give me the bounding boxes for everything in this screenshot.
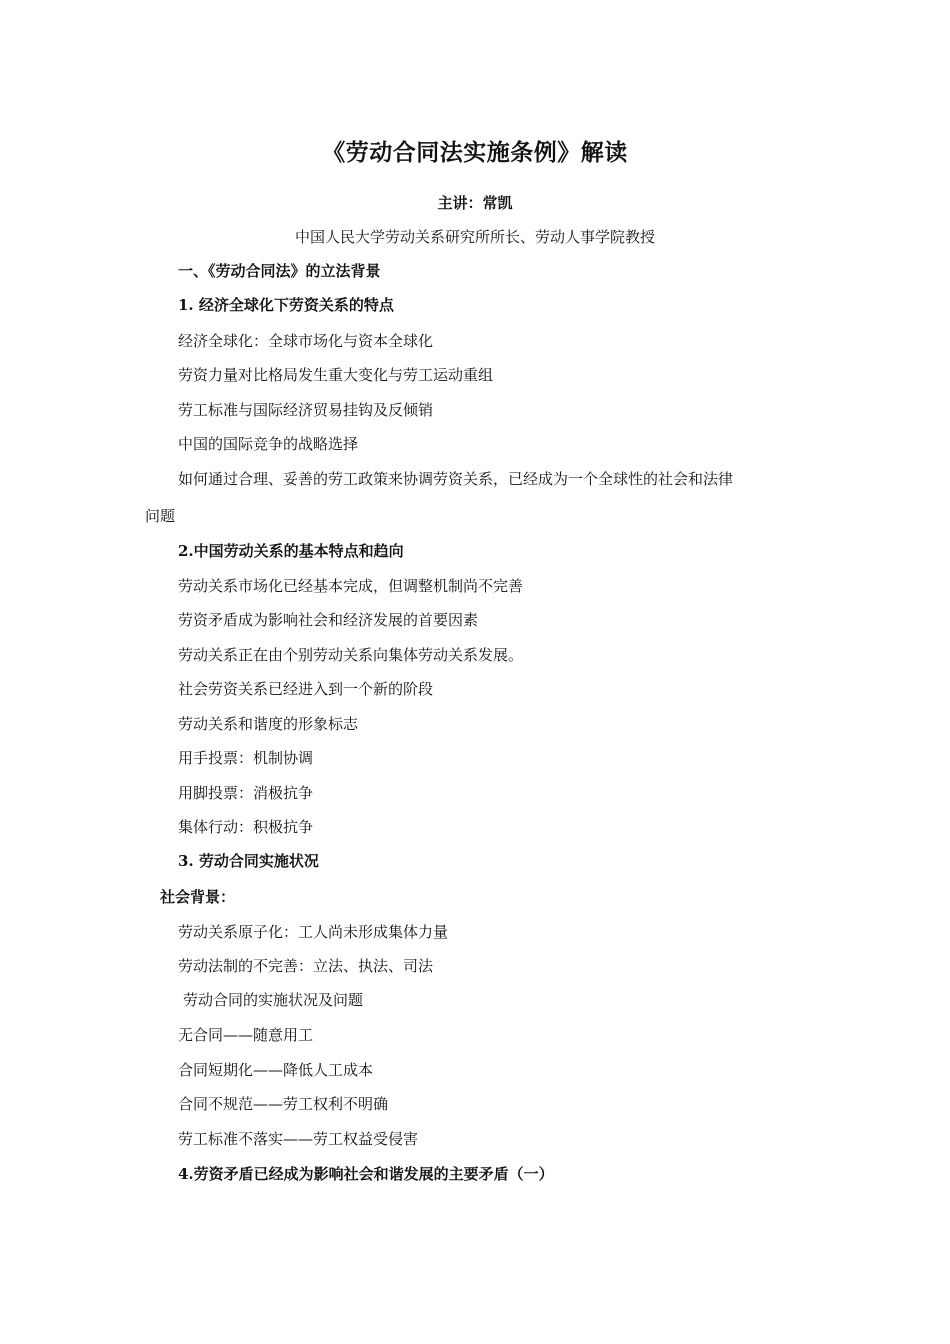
paragraph-line: 社会劳资关系已经进入到一个新的阶段 — [178, 680, 434, 698]
paragraph-line: 合同不规范——劳工权利不明确 — [178, 1095, 389, 1113]
speaker-line: 主讲：常凯 — [437, 194, 513, 212]
paragraph-line: 劳资矛盾成为影响社会和经济发展的首要因素 — [178, 611, 479, 629]
subsection-heading: 2.中国劳动关系的基本特点和趋向 — [178, 542, 404, 560]
paragraph-line: 中国的国际竞争的战略选择 — [178, 435, 359, 453]
paragraph-line: 如何通过合理、妥善的劳工政策来协调劳资关系，已经成为一个全球性的社会和法律 — [178, 470, 734, 488]
paragraph-line: 劳动关系原子化：工人尚未形成集体力量 — [178, 923, 449, 941]
paragraph-line: 合同短期化——降低人工成本 — [178, 1061, 374, 1079]
paragraph-line: 劳工标准与国际经济贸易挂钩及反倾销 — [178, 401, 434, 419]
paragraph-line: 用脚投票：消极抗争 — [178, 784, 314, 802]
paragraph-line: 经济全球化：全球市场化与资本全球化 — [178, 332, 434, 350]
subsection-heading: 3. 劳动合同实施状况 — [178, 852, 319, 870]
speaker-affiliation: 中国人民大学劳动关系研究所所长、劳动人事学院教授 — [294, 228, 655, 246]
paragraph-line: 集体行动：积极抗争 — [178, 818, 314, 836]
subsection-heading: 1. 经济全球化下劳资关系的特点 — [178, 296, 394, 314]
paragraph-line: 劳动关系正在由个别劳动关系向集体劳动关系发展。 — [178, 646, 524, 664]
social-background-label: 社会背景： — [160, 888, 236, 906]
section-heading: 一、《劳动合同法》的立法背景 — [178, 262, 381, 280]
document-title: 《劳动合同法实施条例》解读 — [322, 139, 628, 166]
paragraph-line: 劳动法制的不完善：立法、执法、司法 — [178, 957, 434, 975]
paragraph-line-continued: 问题 — [145, 507, 176, 525]
paragraph-line: 无合同——随意用工 — [178, 1026, 314, 1044]
paragraph-line: 用手投票：机制协调 — [178, 749, 314, 767]
paragraph-line: 劳动关系市场化已经基本完成，但调整机制尚不完善 — [178, 577, 524, 595]
paragraph-line: 劳资力量对比格局发生重大变化与劳工运动重组 — [178, 366, 494, 384]
paragraph-line: 劳动关系和谐度的形象标志 — [178, 715, 359, 733]
subsection-heading: 4.劳资矛盾已经成为影响社会和谐发展的主要矛盾（一） — [178, 1165, 554, 1183]
paragraph-line: 劳工标准不落实——劳工权益受侵害 — [178, 1130, 419, 1148]
paragraph-line: 劳动合同的实施状况及问题 — [183, 991, 364, 1009]
